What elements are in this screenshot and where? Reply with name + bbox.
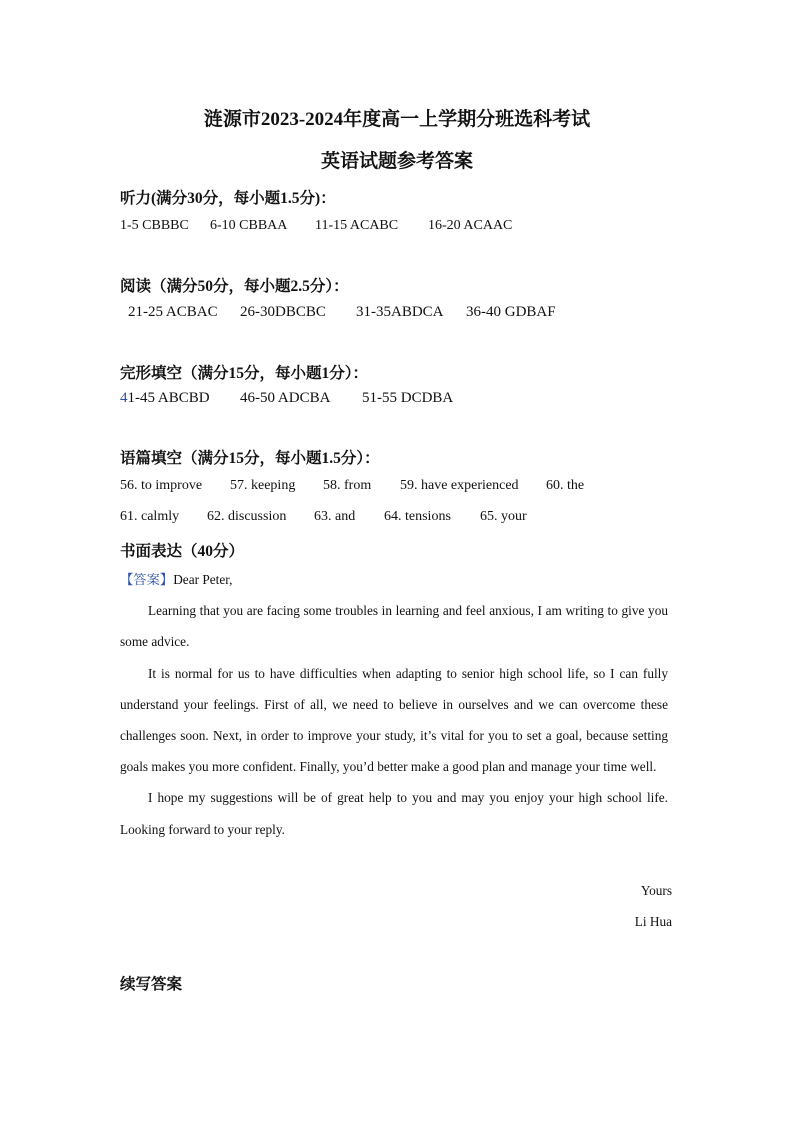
answer-item: 65. your [480, 509, 527, 524]
cloze-answers [120, 390, 680, 410]
page-subtitle: 英语试题参考答案 [320, 151, 473, 172]
essay-salutation: Dear Peter, [173, 572, 233, 587]
reading-heading: 阅读（满分50分，每小题2.5分）： [120, 278, 349, 295]
answer-item: 58. from [323, 478, 372, 493]
answer-item: 62. discussion [207, 509, 287, 524]
grammar-answers-row-2 [120, 509, 680, 529]
essay-salutation-line [120, 564, 668, 595]
essay-paragraph: It is normal for us to have difficulties when adapting to senior high school life, so I can fully understand your feelings. First of all, we need to believe in ourselves and we can overcome these challenges soon. Next, in order to improve your study, it’s vital for you to set a goal, because setting goals makes you more confident. Finally, you’d better make a good plan and manage your time well. [120, 665, 668, 775]
answer-group: 1-5 CBBBC [120, 218, 189, 233]
reading-answers [120, 304, 680, 324]
writing-essay [120, 564, 668, 845]
grammar-answers-row-1 [120, 478, 680, 498]
answer-group: 31-35ABDCA [356, 304, 444, 320]
answer-item: 56. to improve [120, 478, 203, 493]
answer-item: 57. keeping [230, 478, 296, 493]
answer-item: 64. tensions [384, 509, 451, 524]
listening-heading: 听力(满分30分，每小题1.5分)： [120, 190, 336, 207]
essay-paragraph: Learning that you are facing some troubles in learning and feel anxious, I am writing to give you some advice. [120, 603, 668, 650]
answer-group: 51-55 DCDBA [362, 390, 454, 406]
continuation-heading: 续写答案 [120, 976, 183, 993]
answer-group [120, 390, 210, 407]
answer-item: 59. have experienced [400, 478, 519, 493]
answer-group: 6-10 CBBAA [210, 218, 288, 233]
cloze-heading: 完形填空（满分15分，每小题1分）： [120, 365, 369, 382]
answer-tag: 【答案】 [120, 572, 174, 587]
answer-group: 11-15 ACABC [315, 218, 399, 233]
grammar-heading: 语篇填空（满分15分，每小题1.5分）： [120, 450, 380, 467]
answer-item: 61. calmly [120, 509, 180, 524]
answer-item: 60. the [546, 478, 585, 493]
answer-group: 36-40 GDBAF [466, 304, 556, 320]
answer-group: 21-25 ACBAC [128, 304, 218, 320]
answer-item: 63. and [314, 509, 356, 524]
essay-closing: Yours [640, 883, 672, 898]
answer-group: 26-30DBCBC [240, 304, 326, 320]
listening-answers [120, 218, 680, 238]
essay-signature: Li Hua [634, 914, 672, 929]
page-title: 涟源市2023-2024年度高一上学期分班选科考试 [203, 109, 591, 130]
answer-group: 16-20 ACAAC [428, 218, 513, 233]
essay-paragraph: I hope my suggestions will be of great help to you and may you enjoy your high school life. Looking forward to your reply. [120, 790, 668, 837]
answer-rest: 1-45 ABCBD [127, 390, 210, 406]
writing-heading: 书面表达（40分） [120, 543, 245, 560]
answer-first-digit: 4 [120, 390, 128, 406]
answer-group: 46-50 ADCBA [240, 390, 331, 406]
